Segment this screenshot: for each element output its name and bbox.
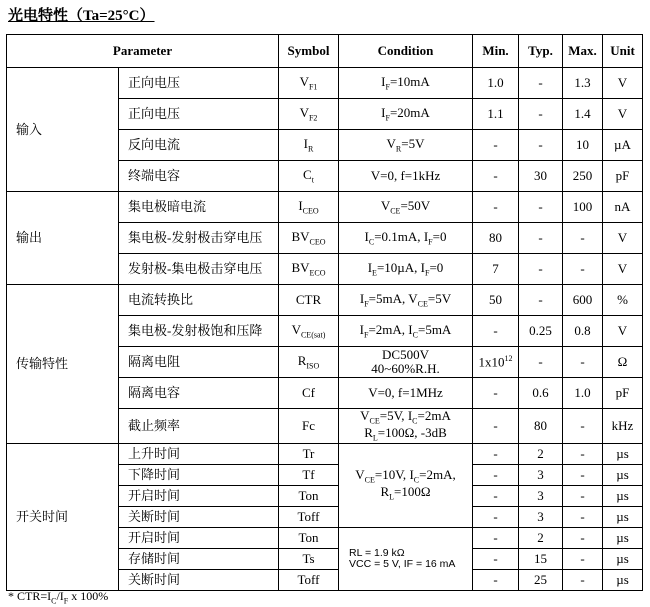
max-value: - <box>563 409 603 444</box>
header-unit: Unit <box>603 35 643 68</box>
typ-value: 3 <box>519 485 563 506</box>
group-output: 输出 <box>7 192 119 285</box>
typ-value: - <box>519 68 563 99</box>
typ-value: 3 <box>519 464 563 485</box>
unit-value: µs <box>603 464 643 485</box>
symbol-cell: $V_{F2}$ <box>279 99 339 130</box>
parameter-description: 截止频率 <box>119 409 279 444</box>
min-value: - <box>473 506 519 527</box>
condition-cell: $I_F=20mA$ <box>339 99 473 130</box>
condition-cell: $I_F=5mA$, $V_{CE}=5V$ <box>339 285 473 316</box>
min-value: 50 <box>473 285 519 316</box>
symbol-cell: CTR <box>279 285 339 316</box>
max-value: 600 <box>563 285 603 316</box>
unit-value: µs <box>603 548 643 569</box>
parameter-description: 隔离电容 <box>119 378 279 409</box>
parameter-description: 集电极-发射极饱和压降 <box>119 316 279 347</box>
parameter-description: 发射极-集电极击穿电压 <box>119 254 279 285</box>
footnote: * $CTR=I_C/I_F$ x 100% <box>8 589 109 606</box>
header-typ: Typ. <box>519 35 563 68</box>
electro-optical-characteristics-table <box>6 34 643 591</box>
parameter-description: 电流转换比 <box>119 285 279 316</box>
typ-value: - <box>519 347 563 378</box>
max-value: - <box>563 464 603 485</box>
parameter-description: 集电极-发射极击穿电压 <box>119 223 279 254</box>
unit-value: Ω <box>603 347 643 378</box>
max-value: 100 <box>563 192 603 223</box>
max-value: 10 <box>563 130 603 161</box>
min-value: - <box>473 378 519 409</box>
condition-cell: $V_{CE}=50V$ <box>339 192 473 223</box>
parameter-description: 集电极暗电流 <box>119 192 279 223</box>
max-value: - <box>563 569 603 590</box>
symbol-cell: Tr <box>279 443 339 464</box>
typ-value: 15 <box>519 548 563 569</box>
symbol-cell: Tf <box>279 464 339 485</box>
unit-value: pF <box>603 378 643 409</box>
max-value: 250 <box>563 161 603 192</box>
condition-cell: V=0, f=1kHz <box>339 161 473 192</box>
min-value: - <box>473 192 519 223</box>
min-value: - <box>473 548 519 569</box>
symbol-cell: Cf <box>279 378 339 409</box>
symbol-cell: $I_{CEO}$ <box>279 192 339 223</box>
parameter-description: 上升时间 <box>119 443 279 464</box>
min-value: - <box>473 527 519 548</box>
unit-value: kHz <box>603 409 643 444</box>
table-header-row <box>7 35 643 68</box>
page-title: 光电特性（Ta=25°C） <box>8 8 155 24</box>
parameter-description: 正向电压 <box>119 68 279 99</box>
min-value: - <box>473 569 519 590</box>
symbol-cell: Toff <box>279 506 339 527</box>
condition-cell: $I_F=10mA$ <box>339 68 473 99</box>
min-value: - <box>473 130 519 161</box>
typ-value: - <box>519 192 563 223</box>
min-value: - <box>473 464 519 485</box>
min-value: 80 <box>473 223 519 254</box>
min-value: 7 <box>473 254 519 285</box>
group-transfer: 传输特性 <box>7 285 119 444</box>
typ-value: - <box>519 254 563 285</box>
max-value: - <box>563 254 603 285</box>
typ-value: 2 <box>519 443 563 464</box>
parameter-description: 存储时间 <box>119 548 279 569</box>
typ-value: 0.25 <box>519 316 563 347</box>
typ-value: - <box>519 99 563 130</box>
parameter-description: 正向电压 <box>119 99 279 130</box>
max-value: - <box>563 527 603 548</box>
max-value: - <box>563 347 603 378</box>
typ-value: - <box>519 285 563 316</box>
max-value: 1.4 <box>563 99 603 130</box>
symbol-cell: Ton <box>279 527 339 548</box>
header-condition: Condition <box>339 35 473 68</box>
min-value: 1.1 <box>473 99 519 130</box>
switching-condition-b: RL = 1.9 kΩ VCC = 5 V, IF = 16 mA <box>339 527 473 590</box>
parameter-description: 开启时间 <box>119 485 279 506</box>
condition-cell: V=0, f=1MHz <box>339 378 473 409</box>
condition-cell: $I_E=10\mu A$, $I_F=0$ <box>339 254 473 285</box>
unit-value: nA <box>603 192 643 223</box>
typ-value: 2 <box>519 527 563 548</box>
table-row <box>7 443 643 464</box>
unit-value: V <box>603 99 643 130</box>
parameter-description: 关断时间 <box>119 569 279 590</box>
min-value: - <box>473 316 519 347</box>
symbol-cell: $BV_{ECO}$ <box>279 254 339 285</box>
table-row <box>7 68 643 99</box>
unit-value: V <box>603 254 643 285</box>
min-value: $1x10^{12}$ <box>473 347 519 378</box>
typ-value: - <box>519 130 563 161</box>
symbol-cell: $V_{CE(sat)}$ <box>279 316 339 347</box>
symbol-cell: $V_{F1}$ <box>279 68 339 99</box>
symbol-cell: Toff <box>279 569 339 590</box>
symbol-cell: $C_t$ <box>279 161 339 192</box>
unit-value: µs <box>603 443 643 464</box>
typ-value: - <box>519 223 563 254</box>
max-value: - <box>563 548 603 569</box>
symbol-cell: Ts <box>279 548 339 569</box>
condition-cell: $V_{CE}=5V$, $I_C=2mA$ $R_L=100\Omega$, -3dB <box>339 409 473 444</box>
max-value: - <box>563 223 603 254</box>
unit-value: % <box>603 285 643 316</box>
typ-value: 0.6 <box>519 378 563 409</box>
condition-cell: $I_F=2mA$, $I_C=5mA$ <box>339 316 473 347</box>
parameter-description: 关断时间 <box>119 506 279 527</box>
switching-condition-a: $V_{CE}=10V$, $I_C=2mA$, $R_L=100\Omega$ <box>339 443 473 527</box>
parameter-description: 终端电容 <box>119 161 279 192</box>
unit-value: µs <box>603 527 643 548</box>
min-value: - <box>473 485 519 506</box>
max-value: 0.8 <box>563 316 603 347</box>
symbol-cell: Fc <box>279 409 339 444</box>
unit-value: V <box>603 223 643 254</box>
typ-value: 25 <box>519 569 563 590</box>
unit-value: µs <box>603 569 643 590</box>
min-value: - <box>473 161 519 192</box>
table-row <box>7 192 643 223</box>
max-value: - <box>563 443 603 464</box>
condition-cell: DC500V 40~60%R.H. <box>339 347 473 378</box>
header-symbol: Symbol <box>279 35 339 68</box>
typ-value: 80 <box>519 409 563 444</box>
unit-value: V <box>603 316 643 347</box>
group-input: 输入 <box>7 68 119 192</box>
min-value: 1.0 <box>473 68 519 99</box>
header-max: Max. <box>563 35 603 68</box>
max-value: - <box>563 506 603 527</box>
max-value: 1.0 <box>563 378 603 409</box>
header-parameter: Parameter <box>7 35 279 68</box>
parameter-description: 隔离电阻 <box>119 347 279 378</box>
symbol-cell: $R_{ISO}$ <box>279 347 339 378</box>
parameter-description: 下降时间 <box>119 464 279 485</box>
unit-value: pF <box>603 161 643 192</box>
unit-value: µs <box>603 485 643 506</box>
symbol-cell: $BV_{CEO}$ <box>279 223 339 254</box>
min-value: - <box>473 409 519 444</box>
max-value: 1.3 <box>563 68 603 99</box>
group-switching: 开关时间 <box>7 443 119 590</box>
unit-value: V <box>603 68 643 99</box>
parameter-description: 反向电流 <box>119 130 279 161</box>
symbol-cell: $I_R$ <box>279 130 339 161</box>
min-value: - <box>473 443 519 464</box>
typ-value: 3 <box>519 506 563 527</box>
unit-value: µs <box>603 506 643 527</box>
typ-value: 30 <box>519 161 563 192</box>
condition-cell: $V_R=5V$ <box>339 130 473 161</box>
header-min: Min. <box>473 35 519 68</box>
max-value: - <box>563 485 603 506</box>
table-row <box>7 285 643 316</box>
symbol-cell: Ton <box>279 485 339 506</box>
unit-value: µA <box>603 130 643 161</box>
condition-cell: $I_C=0.1mA$, $I_F=0$ <box>339 223 473 254</box>
parameter-description: 开启时间 <box>119 527 279 548</box>
